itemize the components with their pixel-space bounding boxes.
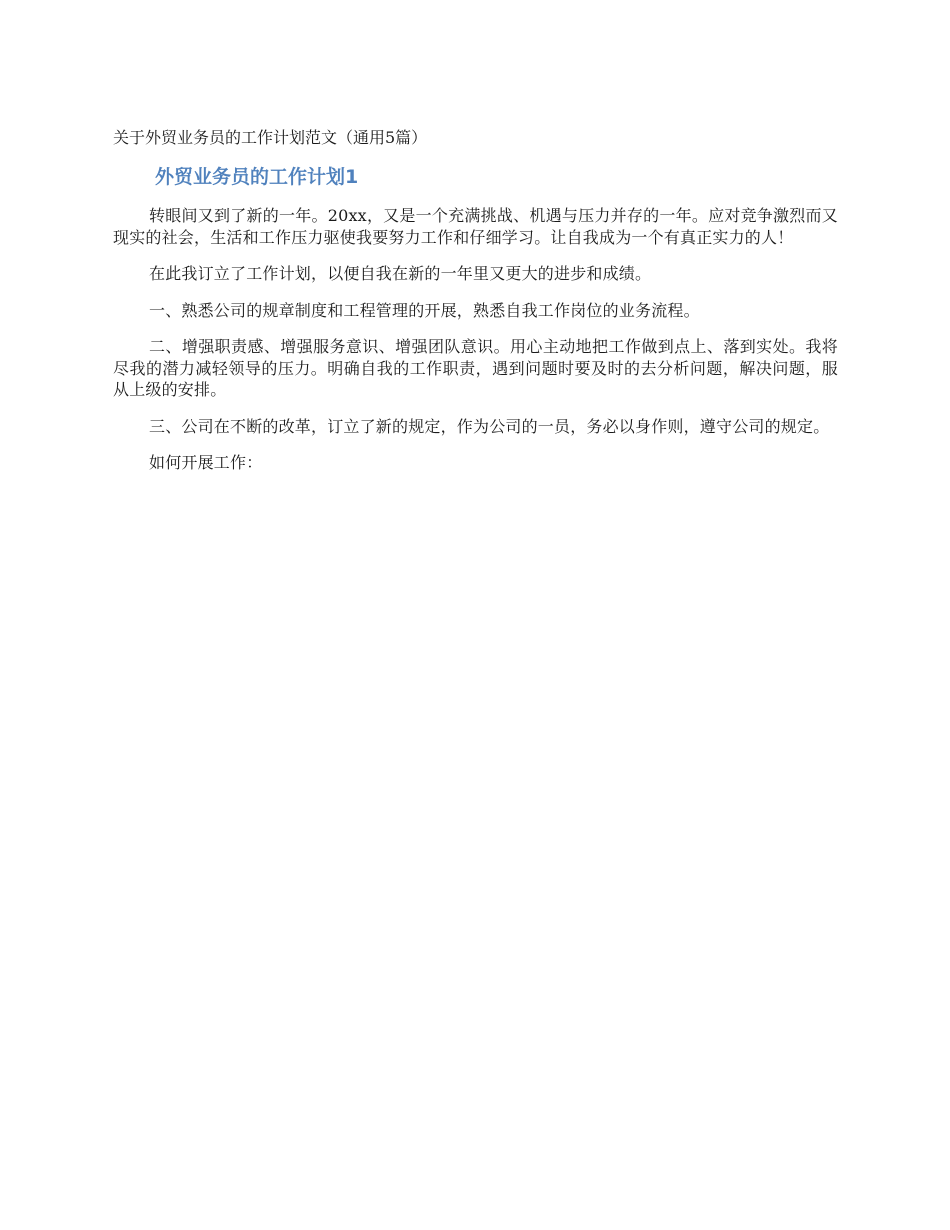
paragraph-item-2: 二、增强职责感、增强服务意识、增强团队意识。用心主动地把工作做到点上、落到实处。我将尽我的潜力减轻领导的压力。明确自我的工作职责，遇到问题时要及时的去分析问题，解决问题，服从上级的安排。 — [113, 337, 838, 399]
paragraph-plan-statement: 在此我订立了工作计划，以便自我在新的一年里又更大的进步和成绩。 — [149, 264, 652, 283]
document-body — [113, 205, 838, 489]
document-title: 关于外贸业务员的工作计划范文（通用5篇） — [113, 128, 428, 147]
paragraph-item-1: 一、熟悉公司的规章制度和工程管理的开展，熟悉自我工作岗位的业务流程。 — [149, 300, 700, 320]
paragraph-how-to-work: 如何开展工作： — [149, 453, 263, 472]
paragraph-intro: 转眼间又到了新的一年。20xx，又是一个充满挑战、机遇与压力并存的一年。应对竞争激烈而又现实的社会，生活和工作压力驱使我要努力工作和仔细学习。让自我成为一个有真正实力的人！ — [113, 206, 838, 247]
section-heading: 外贸业务员的工作计划1 — [155, 166, 359, 188]
paragraph-item-3: 三、公司在不断的改革，订立了新的规定，作为公司的一员，务必以身作则，遵守公司的规定。 — [149, 416, 830, 436]
